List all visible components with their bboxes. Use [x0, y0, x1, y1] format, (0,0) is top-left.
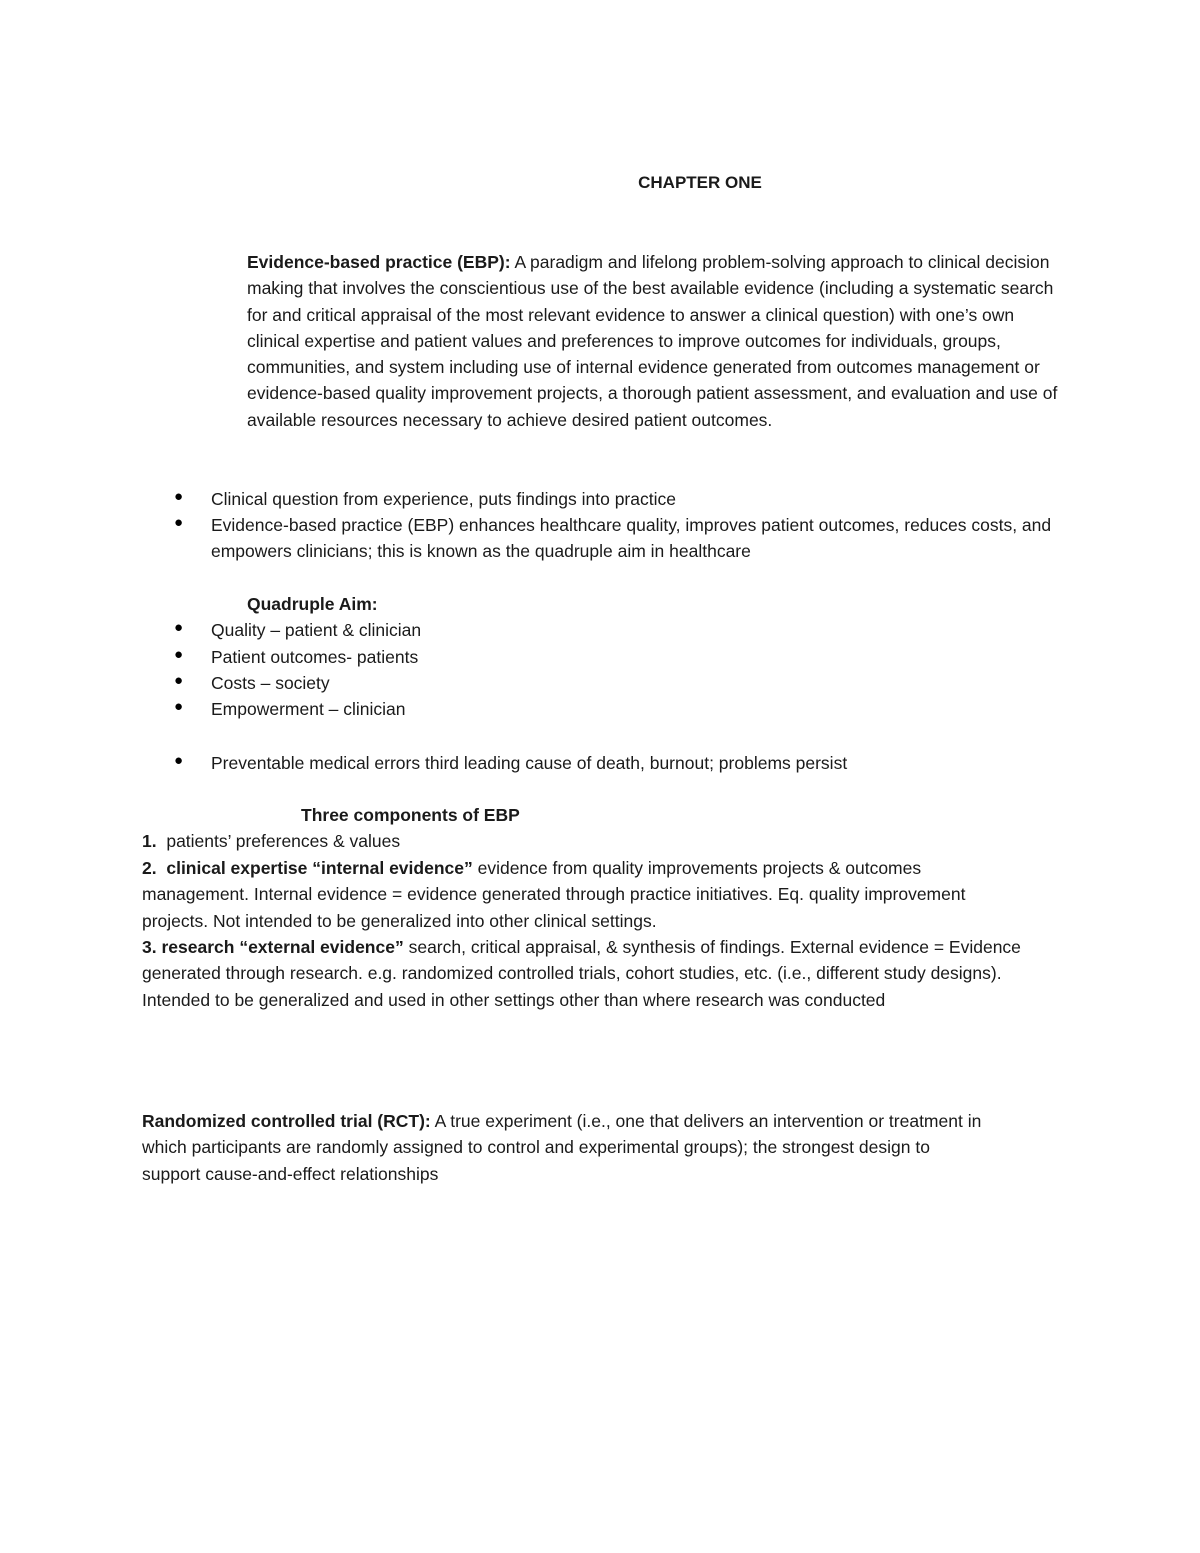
bullet-icon: ● — [174, 698, 184, 715]
bullet-icon: ● — [174, 619, 184, 636]
item-number: 1. — [142, 831, 157, 851]
list-item: Quality – patient & clinician — [211, 620, 422, 640]
bullet-icon: ● — [174, 672, 184, 689]
item-text: patients’ preferences & values — [166, 831, 401, 851]
list-item: Costs – society — [211, 673, 330, 693]
bullet-icon: ● — [174, 514, 184, 531]
list-item: Evidence-based practice (EBP) enhances healthcare quality, improves patient outcomes, reduces costs, and empowers clinicians; this is known as the quadruple aim in healthcare — [211, 515, 1052, 562]
component-item-3 — [142, 934, 1032, 1013]
bullet-icon: ● — [174, 752, 184, 769]
bullet-icon: ● — [174, 646, 184, 663]
list-item: Empowerment – clinician — [211, 699, 406, 719]
rct-definition-text: A true experiment (i.e., one that delivers an intervention or treatment in which participants are randomly assigned to control and experimental groups); the strongest design to support cause-and-effect relationships — [142, 1111, 982, 1184]
quadruple-aim-heading: Quadruple Aim: — [247, 594, 378, 614]
item-text: evidence from quality improvements projects & outcomes management. Internal evidence = evidence generated through practice initiatives. Eq. quality improvement projects. Not intended to be generalized into other clinical settings. — [142, 858, 966, 931]
ebp-term: Evidence-based practice (EBP): — [247, 252, 511, 272]
item-bold-label: research “external evidence” — [161, 937, 404, 957]
item-text: search, critical appraisal, & synthesis of findings. External evidence = Evidence generated through research. e.g. randomized controlled trials, cohort studies, etc. (i.e., different study designs). Intended to be generalized and used in other settings other than where research was conducted — [142, 937, 1021, 1010]
chapter-title: CHAPTER ONE — [638, 173, 762, 192]
list-item: Preventable medical errors third leading cause of death, burnout; problems persist — [211, 753, 848, 773]
ebp-definition — [247, 249, 1067, 433]
bullet-icon: ● — [174, 488, 184, 505]
component-item-2 — [142, 855, 1022, 934]
rct-definition — [142, 1108, 992, 1187]
component-item-1 — [142, 828, 1052, 854]
rct-term: Randomized controlled trial (RCT): — [142, 1111, 431, 1131]
list-item: Patient outcomes- patients — [211, 647, 419, 667]
ebp-definition-text: A paradigm and lifelong problem-solving approach to clinical decision making that involves the conscientious use of the best available evidence (including a systematic search for and critical appraisal of the most relevant evidence to answer a clinical question) with one’s own clinical expertise and patient values and preferences to improve outcomes for individuals, groups, communities, and system including use of internal evidence generated from outcomes management or evidence-based quality improvement projects, a thorough patient assessment, and evaluation and use of available resources necessary to achieve desired patient outcomes. — [247, 252, 1058, 430]
item-bold-label: clinical expertise “internal evidence” — [166, 858, 473, 878]
item-number: 3. — [142, 937, 157, 957]
components-heading: Three components of EBP — [301, 805, 520, 825]
list-item: Clinical question from experience, puts findings into practice — [211, 489, 676, 509]
item-number: 2. — [142, 858, 157, 878]
